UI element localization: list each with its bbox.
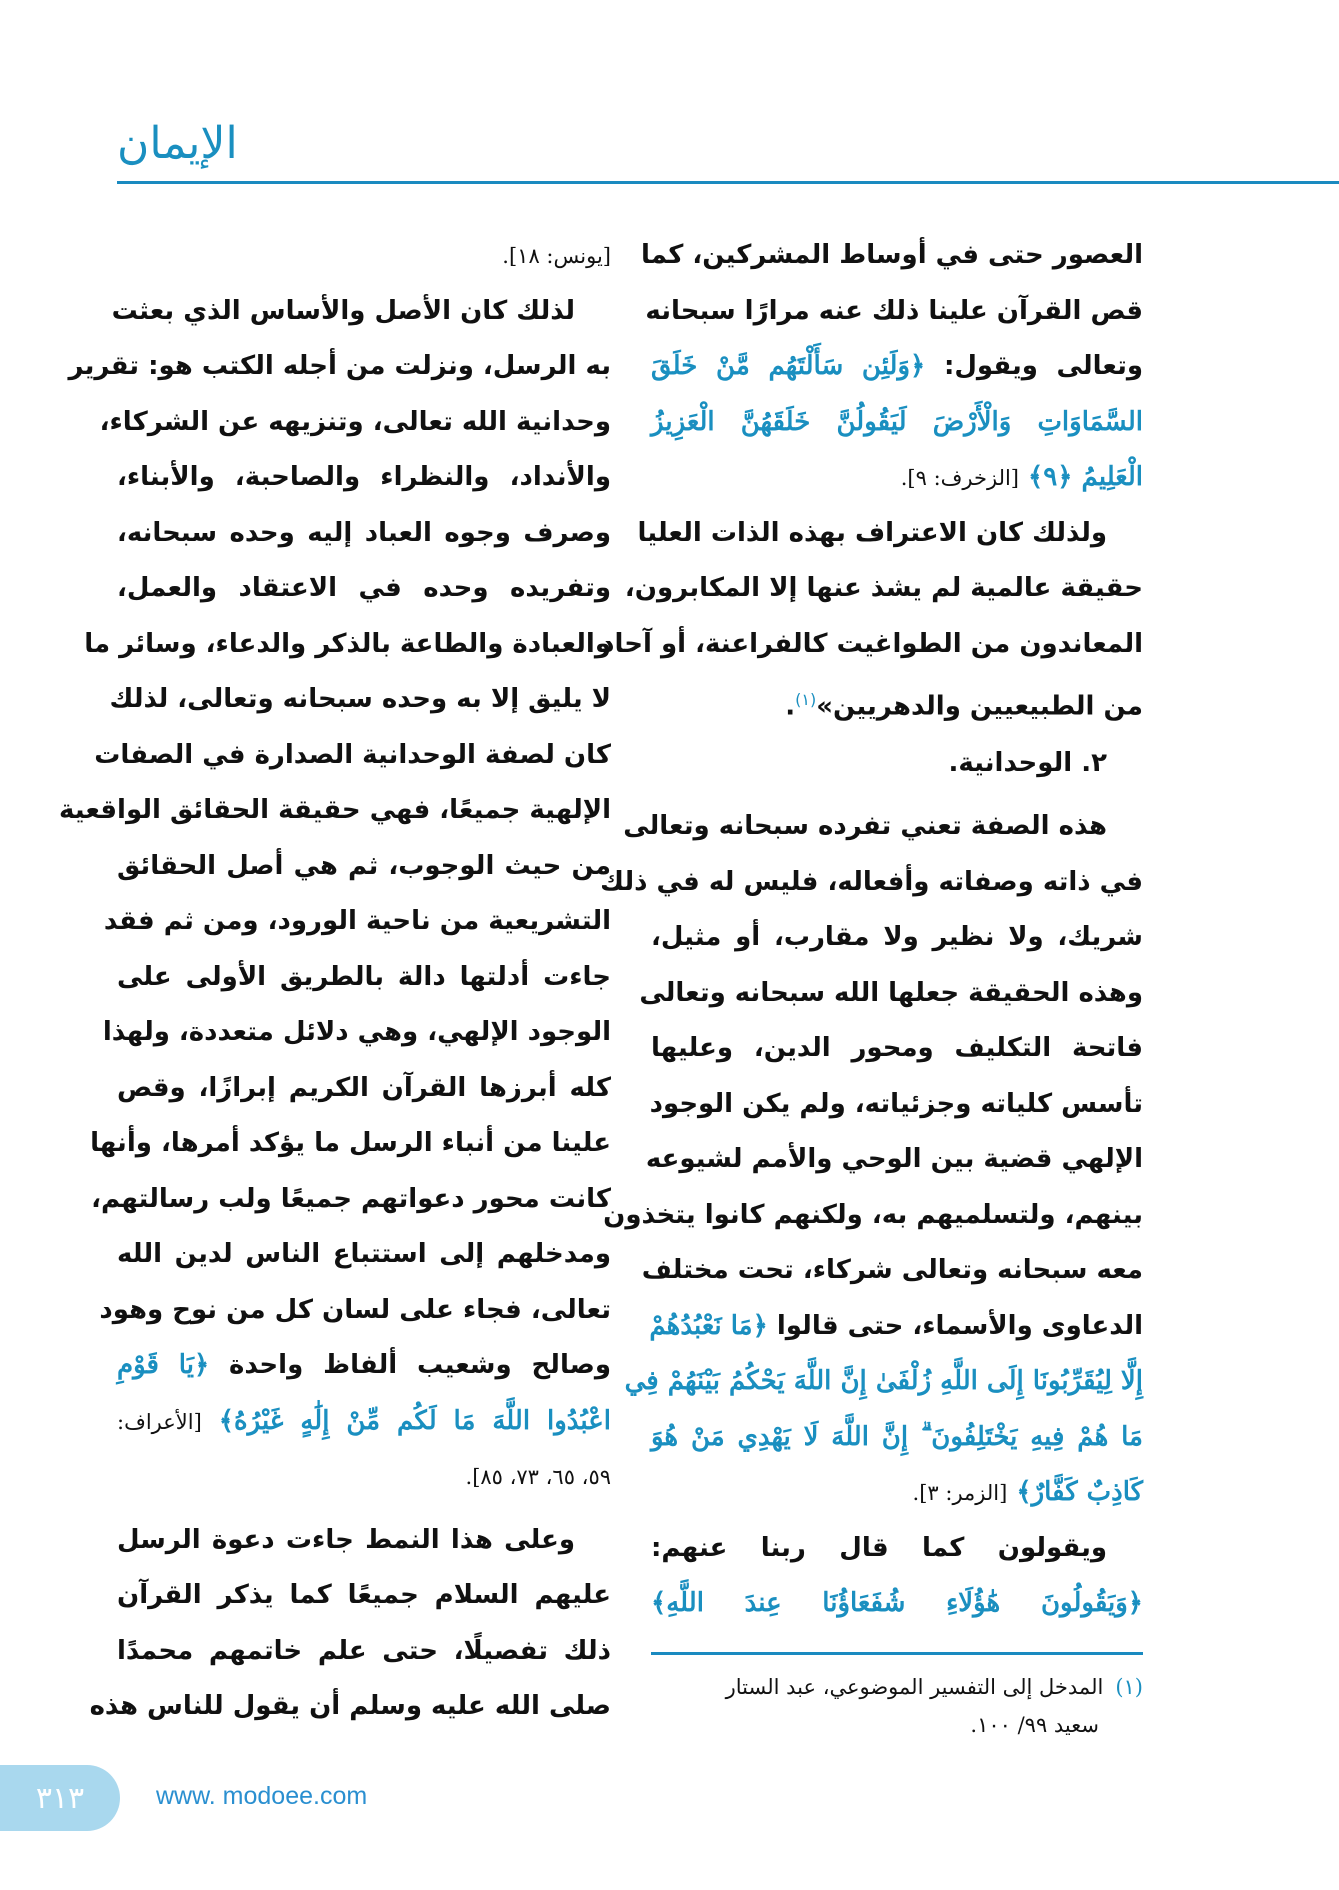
body-text: الإلهية جميعًا، فهي حقيقة الحقائق الواقعية <box>58 795 611 825</box>
verse-reference: [الزخرف: ٩]. <box>900 466 1019 490</box>
body-text: وهذه الحقيقة جعلها الله سبحانه وتعالى <box>639 977 1143 1008</box>
quran-verse: ﴿وَيَقُولُونَ هَٰؤُلَاءِ شُفَعَاؤُنَا عِندَ اللَّهِ﴾ <box>651 1588 1143 1618</box>
text-line <box>641 1243 1143 1299</box>
text-line <box>641 228 1143 284</box>
right-column <box>600 228 1143 1632</box>
body-text: شريك، ولا نظير ولا مقارب، أو مثيل، <box>651 922 1143 952</box>
text-line <box>651 395 1143 451</box>
quran-verse: كَاذِبٌ كَفَّارٌ﴾ <box>1007 1477 1143 1507</box>
text-line <box>117 1568 611 1624</box>
text-line <box>624 1354 1143 1410</box>
body-text: وصالح وشعيب ألفاظ واحدة <box>209 1350 611 1380</box>
left-column <box>58 228 611 1735</box>
text-line <box>651 450 1143 506</box>
text-line <box>117 1449 611 1505</box>
text-line <box>651 1410 1143 1466</box>
verse-reference: [الأعراف: <box>117 1409 202 1434</box>
quran-verse: إِلَّا لِيُقَرِّبُونَا إِلَى اللَّهِ زُلْفَىٰ إِنَّ اللَّهَ يَحْكُمُ بَيْنَهُمْ فِي <box>624 1366 1143 1396</box>
body-text: المعاندون من الطواغيت كالفراعنة، أو آحاد <box>601 628 1143 659</box>
text-line <box>94 728 611 784</box>
text-line <box>117 506 611 562</box>
text-line <box>117 950 611 1006</box>
footnote-line-1 <box>651 1668 1143 1706</box>
quran-verse: ﴿وَلَئِن سَأَلْتَهُم مَّنْ خَلَقَ <box>651 351 926 381</box>
body-text: علينا من أنباء الرسل ما يؤكد أمرها، وأنها <box>90 1128 611 1158</box>
body-text: ومدخلهم إلى استتباع الناس لدين الله <box>117 1239 611 1269</box>
text-line <box>651 736 1143 792</box>
body-text: الوجود الإلهي، وهي دلائل متعددة، ولهذا <box>102 1017 611 1047</box>
verse-reference: [الزمر: ٣]. <box>912 1481 1008 1505</box>
body-text: كانت محور دعواتهم جميعًا ولب رسالتهم، <box>91 1183 611 1214</box>
body-text: . <box>785 691 796 722</box>
body-text: تعالى، فجاء على لسان كل من نوح وهود <box>99 1294 611 1325</box>
body-text: التشريعية من ناحية الورود، ومن ثم فقد <box>103 906 611 936</box>
body-text: في ذاته وصفاته وأفعاله، فليس له في ذلك <box>600 866 1143 897</box>
quran-verse: ﴿مَا نَعْبُدُهُمْ <box>649 1310 768 1341</box>
text-line <box>117 1227 611 1283</box>
body-text: عليهم السلام جميعًا كما يذكر القرآن <box>117 1580 611 1610</box>
text-line <box>651 910 1143 966</box>
text-line <box>651 672 1143 728</box>
body-text: معه سبحانه وتعالى شركاء، تحت مختلف <box>641 1255 1143 1285</box>
body-text: هذه الصفة تعني تفرده سبحانه وتعالى <box>623 811 1107 841</box>
footnote-marker: (١) <box>795 690 817 709</box>
body-text: كان لصفة الوحدانية الصدارة في الصفات <box>94 739 611 770</box>
text-line <box>117 839 611 895</box>
text-line <box>623 799 1143 855</box>
text-line <box>117 1061 611 1117</box>
quran-verse: الْعَلِيمُ ﴿٩﴾ <box>1019 462 1143 492</box>
website-link[interactable]: www. modoee.com <box>156 1782 368 1810</box>
quran-verse: اعْبُدُوا اللَّهَ مَا لَكُم مِّنْ إِلَٰهٍ غَيْرُهُ﴾ <box>201 1405 611 1436</box>
text-line <box>651 1021 1143 1077</box>
body-text: الإلهي قضية بين الوحي والأمم لشيوعه <box>645 1144 1143 1174</box>
body-text: بينهم، ولتسلميهم به، ولكنهم كانوا يتخذون <box>603 1199 1143 1230</box>
verse-reference: ٥٩، ٦٥، ٧٣، ٨٥]. <box>465 1465 611 1489</box>
text-line <box>601 617 1143 673</box>
body-text: ذلك تفصيلًا، حتى علم خاتمهم محمدًا <box>117 1635 611 1666</box>
text-line <box>651 339 1143 395</box>
body-text: به الرسل، ونزلت من أجله الكتب هو: تقرير <box>68 351 611 381</box>
body-text: وحدانية الله تعالى، وتنزيهه عن الشركاء، <box>99 406 611 437</box>
footnote <box>651 1668 1143 1744</box>
quran-verse: ﴿يَا قَوْمِ <box>117 1350 210 1380</box>
body-text: وتفريده وحده في الاعتقاد والعمل، <box>117 573 611 603</box>
body-text: صلى الله عليه وسلم أن يقول للناس هذه <box>89 1691 611 1721</box>
text-line <box>639 966 1143 1022</box>
page-number: ٣١٣ <box>0 1765 120 1831</box>
body-text: تأسس كلياته وجزئياته، ولم يكن الوجود <box>649 1088 1143 1119</box>
text-line <box>651 1521 1143 1577</box>
text-line <box>90 1116 611 1172</box>
text-line <box>91 1172 611 1228</box>
footnote-divider <box>651 1652 1143 1655</box>
body-text: ويقولون كما قال ربنا عنهم: <box>651 1532 1107 1563</box>
text-line <box>117 1394 611 1450</box>
text-line <box>651 1299 1143 1355</box>
text-line <box>117 1513 611 1569</box>
text-line <box>600 855 1143 911</box>
text-line <box>651 1576 1143 1632</box>
body-text: فاتحة التكليف ومحور الدين، وعليها <box>651 1033 1143 1063</box>
body-text: الدعاوى والأسماء، حتى قالوا <box>767 1310 1143 1341</box>
text-line <box>89 1679 611 1735</box>
body-text: والعبادة والطاعة بالذكر والدعاء، وسائر ما <box>84 628 611 659</box>
text-line <box>117 1338 611 1394</box>
body-text: العصور حتى في أوساط المشركين، كما <box>641 240 1143 270</box>
text-line <box>109 672 611 728</box>
quran-verse: مَا هُمْ فِيهِ يَخْتَلِفُونَ ۗ إِنَّ اللَّهَ لَا يَهْدِي مَنْ هُوَ <box>651 1421 1143 1452</box>
body-text: وصرف وجوه العباد إليه وحده سبحانه، <box>117 517 611 548</box>
footnote-text: المدخل إلى التفسير الموضوعي، عبد الستار <box>725 1675 1104 1699</box>
body-text: جاءت أدلتها دالة بالطريق الأولى على <box>117 961 611 992</box>
text-line <box>102 1005 611 1061</box>
body-text: من الطبيعيين والدهريين» <box>816 691 1143 722</box>
body-text: من حيث الوجوب، ثم هي أصل الحقائق <box>117 850 611 881</box>
text-line <box>103 894 611 950</box>
body-text: حقيقة عالمية لم يشذ عنها إلا المكابرون، <box>624 573 1143 603</box>
chapter-title: الإيمان <box>117 118 238 169</box>
body-text: وتعالى ويقول: <box>925 351 1143 381</box>
text-line <box>58 783 611 839</box>
verse-reference: [يونس: ١٨]. <box>502 244 611 268</box>
body-text: لا يليق إلا به وحده سبحانه وتعالى، لذلك <box>109 684 611 714</box>
text-line <box>117 228 611 284</box>
text-line <box>645 1132 1143 1188</box>
text-line <box>637 506 1143 562</box>
text-line <box>117 450 611 506</box>
footnote-line-2: سعيد ٩٩/ ١٠٠. <box>970 1713 1099 1737</box>
text-line <box>68 339 611 395</box>
quran-verse: السَّمَاوَاتِ وَالْأَرْضَ لَيَقُولُنَّ خَلَقَهُنَّ الْعَزِيزُ <box>651 406 1143 437</box>
text-line <box>99 1283 611 1339</box>
header-divider <box>117 181 1339 184</box>
footnote-number: (١) <box>1115 1675 1143 1699</box>
text-line <box>117 1624 611 1680</box>
body-text: لذلك كان الأصل والأساس الذي بعثت <box>111 295 575 326</box>
text-line <box>117 561 611 617</box>
text-line <box>645 284 1143 340</box>
text-line <box>99 395 611 451</box>
body-text: قص القرآن علينا ذلك عنه مرارًا سبحانه <box>645 295 1143 326</box>
text-line <box>624 561 1143 617</box>
body-text: كله أبرزها القرآن الكريم إبرازًا، وقص <box>117 1072 611 1103</box>
body-text: ٢. الوحدانية. <box>948 747 1107 778</box>
body-text: والأنداد، والنظراء والصاحبة، والأبناء، <box>117 462 611 492</box>
text-line <box>651 1077 1143 1133</box>
body-text: وعلى هذا النمط جاءت دعوة الرسل <box>117 1524 575 1555</box>
body-text: ولذلك كان الاعتراف بهذه الذات العليا <box>637 517 1107 548</box>
text-line <box>111 284 611 340</box>
text-line <box>603 1188 1143 1244</box>
text-line <box>84 617 611 673</box>
text-line <box>651 1465 1143 1521</box>
